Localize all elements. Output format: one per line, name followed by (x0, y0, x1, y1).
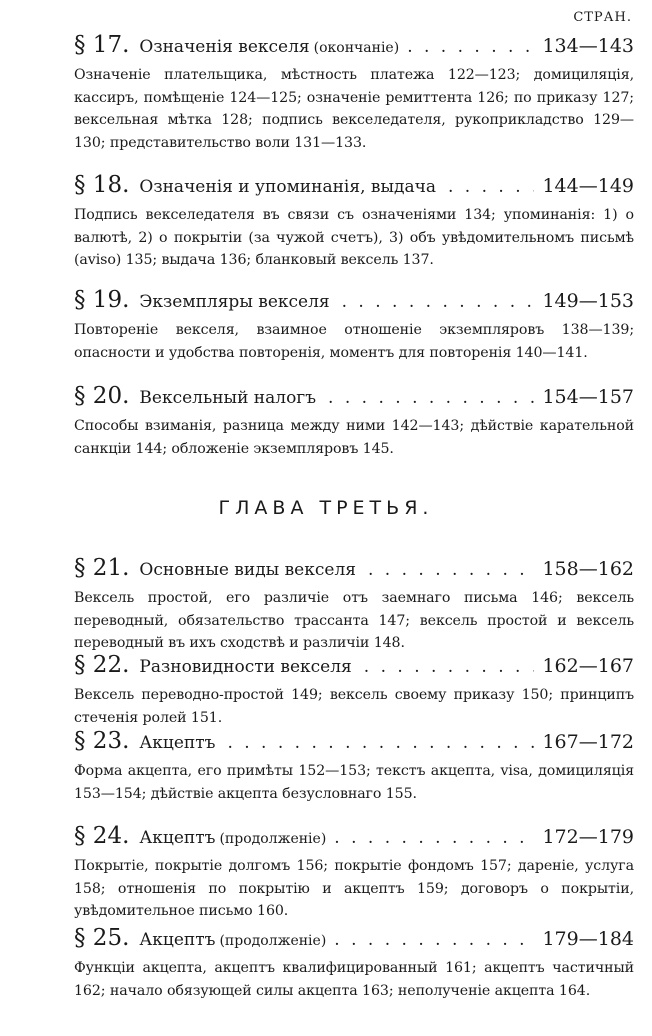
section-number: § 23. (74, 728, 130, 754)
section-note: (продолженіе) (219, 933, 327, 949)
page-range: 167—172 (542, 731, 634, 753)
section-description: Функціи акцепта, акцептъ квалифицированный 161; акцептъ частичный 162; начало обязующей силы акцепта 163; неполученіе акцепта 164. (74, 960, 634, 999)
dot-leader (342, 292, 535, 312)
toc-entry-20 (74, 383, 634, 460)
section-number: § 24. (74, 823, 130, 849)
toc-entry-17 (74, 32, 634, 154)
page-range: 144—149 (542, 175, 634, 197)
page-range: 172—179 (542, 826, 634, 848)
section-title: Означенія векселя (139, 37, 310, 57)
page-range: 162—167 (542, 655, 634, 677)
page-range: 149—153 (542, 290, 634, 312)
dot-leader (334, 828, 534, 848)
section-note: (окончаніе) (313, 40, 400, 56)
entry-heading (74, 823, 634, 853)
toc-entry-23 (74, 728, 634, 805)
section-title: Акцептъ (139, 930, 216, 950)
section-description: Вексель переводно-простой 149; вексель своему приказу 150; принципъ стеченія ролей 151. (74, 687, 634, 726)
toc-entry-21 (74, 555, 634, 655)
section-number: § 20. (74, 383, 130, 409)
section-title: Экземпляры векселя (139, 292, 330, 312)
entry-heading (74, 172, 634, 202)
dot-leader (364, 657, 535, 677)
section-note: (продолженіе) (219, 831, 327, 847)
dot-leader (368, 560, 534, 580)
page-column-label: СТРАН. (573, 10, 632, 25)
section-number: § 25. (74, 925, 130, 951)
section-title: Разновидности векселя (139, 657, 352, 677)
toc-entry-19 (74, 287, 634, 364)
section-title: Акцептъ (139, 828, 216, 848)
entry-heading (74, 32, 634, 62)
section-description: Подпись векселедателя въ связи съ означеніями 134; упоминанія: 1) о валютѣ, 2) о покрытіи (за чужой счетъ), 3) объ увѣдомительномъ письмѣ (aviso) 135; выдача 136; бланковый вексель 137. (74, 207, 634, 268)
entry-heading (74, 652, 634, 682)
toc-entry-22 (74, 652, 634, 729)
section-description: Способы взиманія, разница между ними 142—143; дѣйствіе карательной санкціи 144; обложеніе экземпляровъ 145. (74, 418, 634, 457)
section-number: § 22. (74, 652, 130, 678)
section-description: Вексель простой, его различіе отъ заемнаго письма 146; вексель переводный, обязательство трассанта 147; вексель простой и вексель переводный въ ихъ сходствѣ и различіи 148. (74, 590, 634, 651)
toc-entry-18 (74, 172, 634, 272)
page-range: 179—184 (542, 928, 634, 950)
section-title: Означенія и упоминанія, выдача (139, 177, 436, 197)
page-range: 158—162 (542, 558, 634, 580)
section-title: Акцептъ (139, 733, 216, 753)
toc-entry-24 (74, 823, 634, 923)
section-description: Означеніе плательщика, мѣстность платежа 122—123; домициляція, кассиръ, помѣщеніе 124—125; означеніе ремиттента 126; по приказу 127; вексельная мѣтка 128; подпись векселедателя, рукоприкладство 129—130; представительство воли 131—133. (74, 67, 634, 151)
entry-heading (74, 383, 634, 413)
section-description: Повтореніе векселя, взаимное отношеніе экземпляровъ 138—139; опасности и удобства повторенія, моментъ для повторенія 140—141. (74, 322, 634, 361)
section-number: § 17. (74, 32, 130, 58)
section-number: § 19. (74, 287, 130, 313)
section-title: Основные виды векселя (139, 560, 356, 580)
entry-heading (74, 555, 634, 585)
dot-leader (227, 733, 534, 753)
section-title: Вексельный налогъ (139, 388, 317, 408)
section-number: § 18. (74, 172, 130, 198)
page-range: 154—157 (542, 386, 634, 408)
entry-heading (74, 925, 634, 955)
dot-leader (448, 177, 535, 197)
page-range: 134—143 (542, 35, 634, 57)
entry-heading (74, 287, 634, 317)
dot-leader (334, 930, 534, 950)
section-description: Форма акцепта, его примѣты 152—153; текстъ акцепта, visa, домициляція 153—154; дѣйствіе акцепта безусловнаго 155. (74, 763, 634, 802)
section-number: § 21. (74, 555, 130, 581)
entry-heading (74, 728, 634, 758)
dot-leader (328, 388, 534, 408)
section-description: Покрытіе, покрытіе долгомъ 156; покрытіе фондомъ 157; дареніе, услуга 158; отношенія по покрытію и акцептъ 159; договоръ о покрытіи, увѣдомительное письмо 160. (74, 858, 634, 919)
dot-leader (407, 37, 534, 57)
chapter-heading: ГЛАВА ТРЕТЬЯ. (218, 497, 434, 519)
toc-entry-25 (74, 925, 634, 1002)
